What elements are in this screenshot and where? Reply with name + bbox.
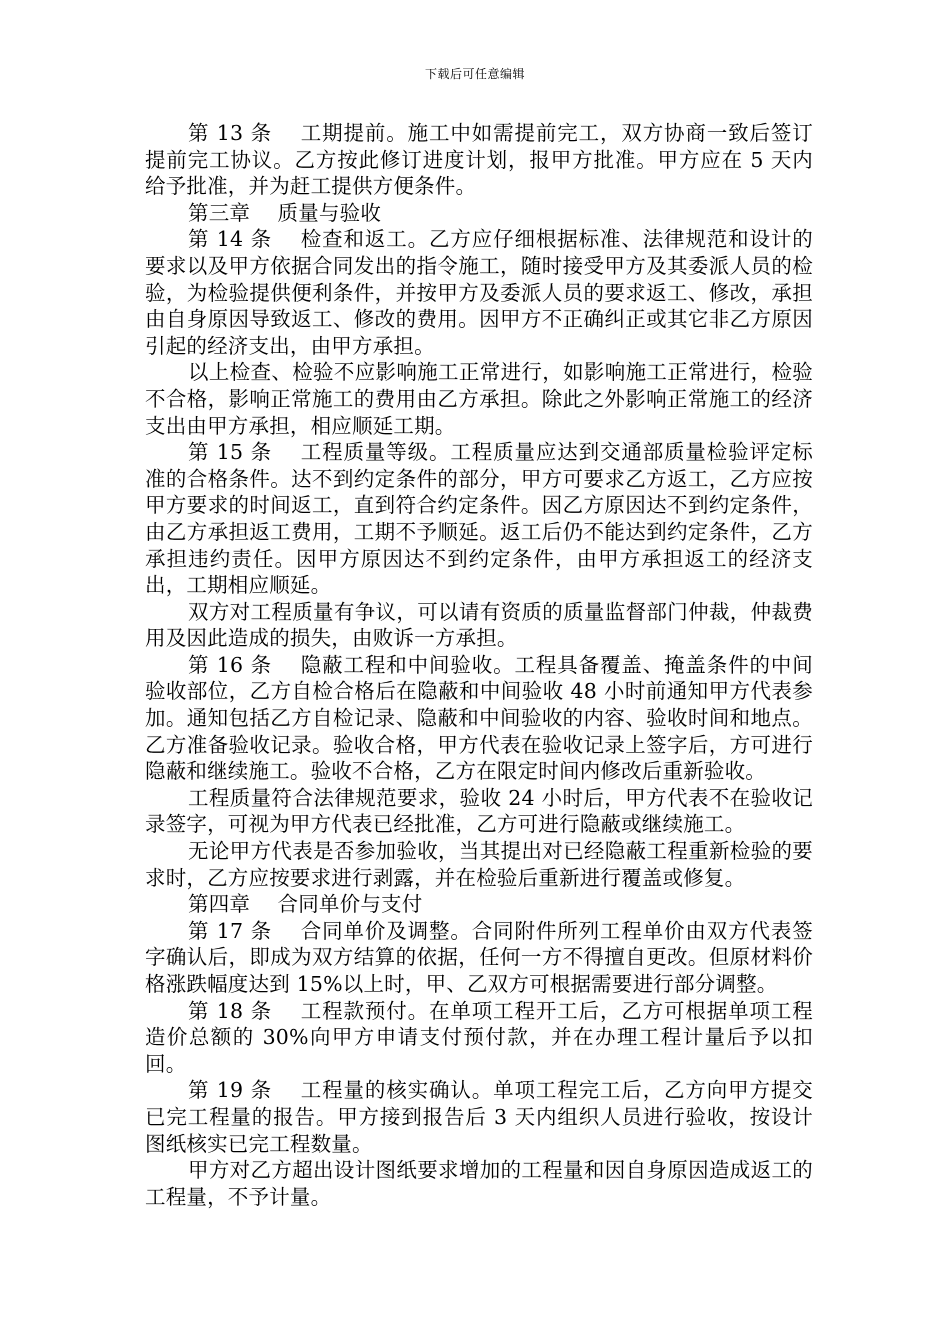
- article-16-followup-paragraph-2: 无论甲方代表是否参加验收，当其提出对已经隐蔽工程重新检验的要求时，乙方应按要求进行剥露，并在检验后重新进行覆盖或修复。: [145, 839, 813, 890]
- article-19-followup-paragraph: 甲方对乙方超出设计图纸要求增加的工程量和因自身原因造成返工的工程量，不予计量。: [145, 1158, 813, 1209]
- article-19-paragraph: 第 19 条 工程量的核实确认。单项工程完工后，乙方向甲方提交已完工程量的报告。甲方接到报告后 3 天内组织人员进行验收，按设计图纸核实已完工程数量。: [145, 1078, 813, 1156]
- article-17-paragraph: 第 17 条 合同单价及调整。合同附件所列工程单价由双方代表签字确认后，即成为双方结算的依据，任何一方不得擅自更改。但原材料价格涨跌幅度达到 15%以上时，甲、乙双方可根据需要进行部分调整。: [145, 918, 813, 996]
- article-15-paragraph: 第 15 条 工程质量等级。工程质量应达到交通部质量检验评定标准的合格条件。达不到约定条件的部分，甲方可要求乙方返工，乙方应按甲方要求的时间返工，直到符合约定条件。因乙方原因达不到约定条件，由乙方承担返工费用，工期不予顺延。返工后仍不能达到约定条件，乙方承担违约责任。因甲方原因达不到约定条件，由甲方承担返工的经济支出，工期相应顺延。: [145, 440, 813, 598]
- article-15-followup-paragraph: 双方对工程质量有争议，可以请有资质的质量监督部门仲裁，仲裁费用及因此造成的损失，由败诉一方承担。: [145, 599, 813, 651]
- article-13-paragraph: 第 13 条 工期提前。施工中如需提前完工，双方协商一致后签订提前完工协议。乙方按此修订进度计划，报甲方批准。甲方应在 5 天内给予批准，并为赶工提供方便条件。: [145, 121, 813, 199]
- document-body: [145, 120, 813, 1210]
- article-14-followup-paragraph: 以上检查、检验不应影响施工正常进行，如影响施工正常进行，检验不合格，影响正常施工的费用由乙方承担。除此之外影响正常施工的经济支出由甲方承担，相应顺延工期。: [145, 360, 813, 438]
- chapter-4-heading: 第四章 合同单价与支付: [188, 892, 423, 917]
- article-18-paragraph: 第 18 条 工程款预付。在单项工程开工后，乙方可根据单项工程造价总额的 30%向甲方申请支付预付款，并在办理工程计量后予以扣回。: [145, 998, 813, 1076]
- chapter-3-heading: 第三章 质量与验收: [188, 200, 382, 225]
- article-16-paragraph: 第 16 条 隐蔽工程和中间验收。工程具备覆盖、掩盖条件的中间验收部位，乙方自检合格后在隐蔽和中间验收 48 小时前通知甲方代表参加。通知包括乙方自检记录、隐蔽和中间验收的内容、验收时间和地点。乙方准备验收记录。验收合格，甲方代表在验收记录上签字后，方可进行隐蔽和继续施工。验收不合格，乙方在限定时间内修改后重新验收。: [145, 652, 813, 784]
- article-14-paragraph: 第 14 条 检查和返工。乙方应仔细根据标准、法律规范和设计的要求以及甲方依据合同发出的指令施工，随时接受甲方及其委派人员的检验，为检验提供便利条件，并按甲方及委派人员的要求返工、修改，承担由自身原因导致返工、修改的费用。因甲方不正确纠正或其它非乙方原因引起的经济支出，由甲方承担。: [145, 227, 813, 358]
- page-header: 下载后可任意编辑: [424, 67, 525, 81]
- article-16-followup-paragraph-1: 工程质量符合法律规范要求，验收 24 小时后，甲方代表不在验收记录签字，可视为甲方代表已经批准，乙方可进行隐蔽或继续施工。: [145, 785, 813, 837]
